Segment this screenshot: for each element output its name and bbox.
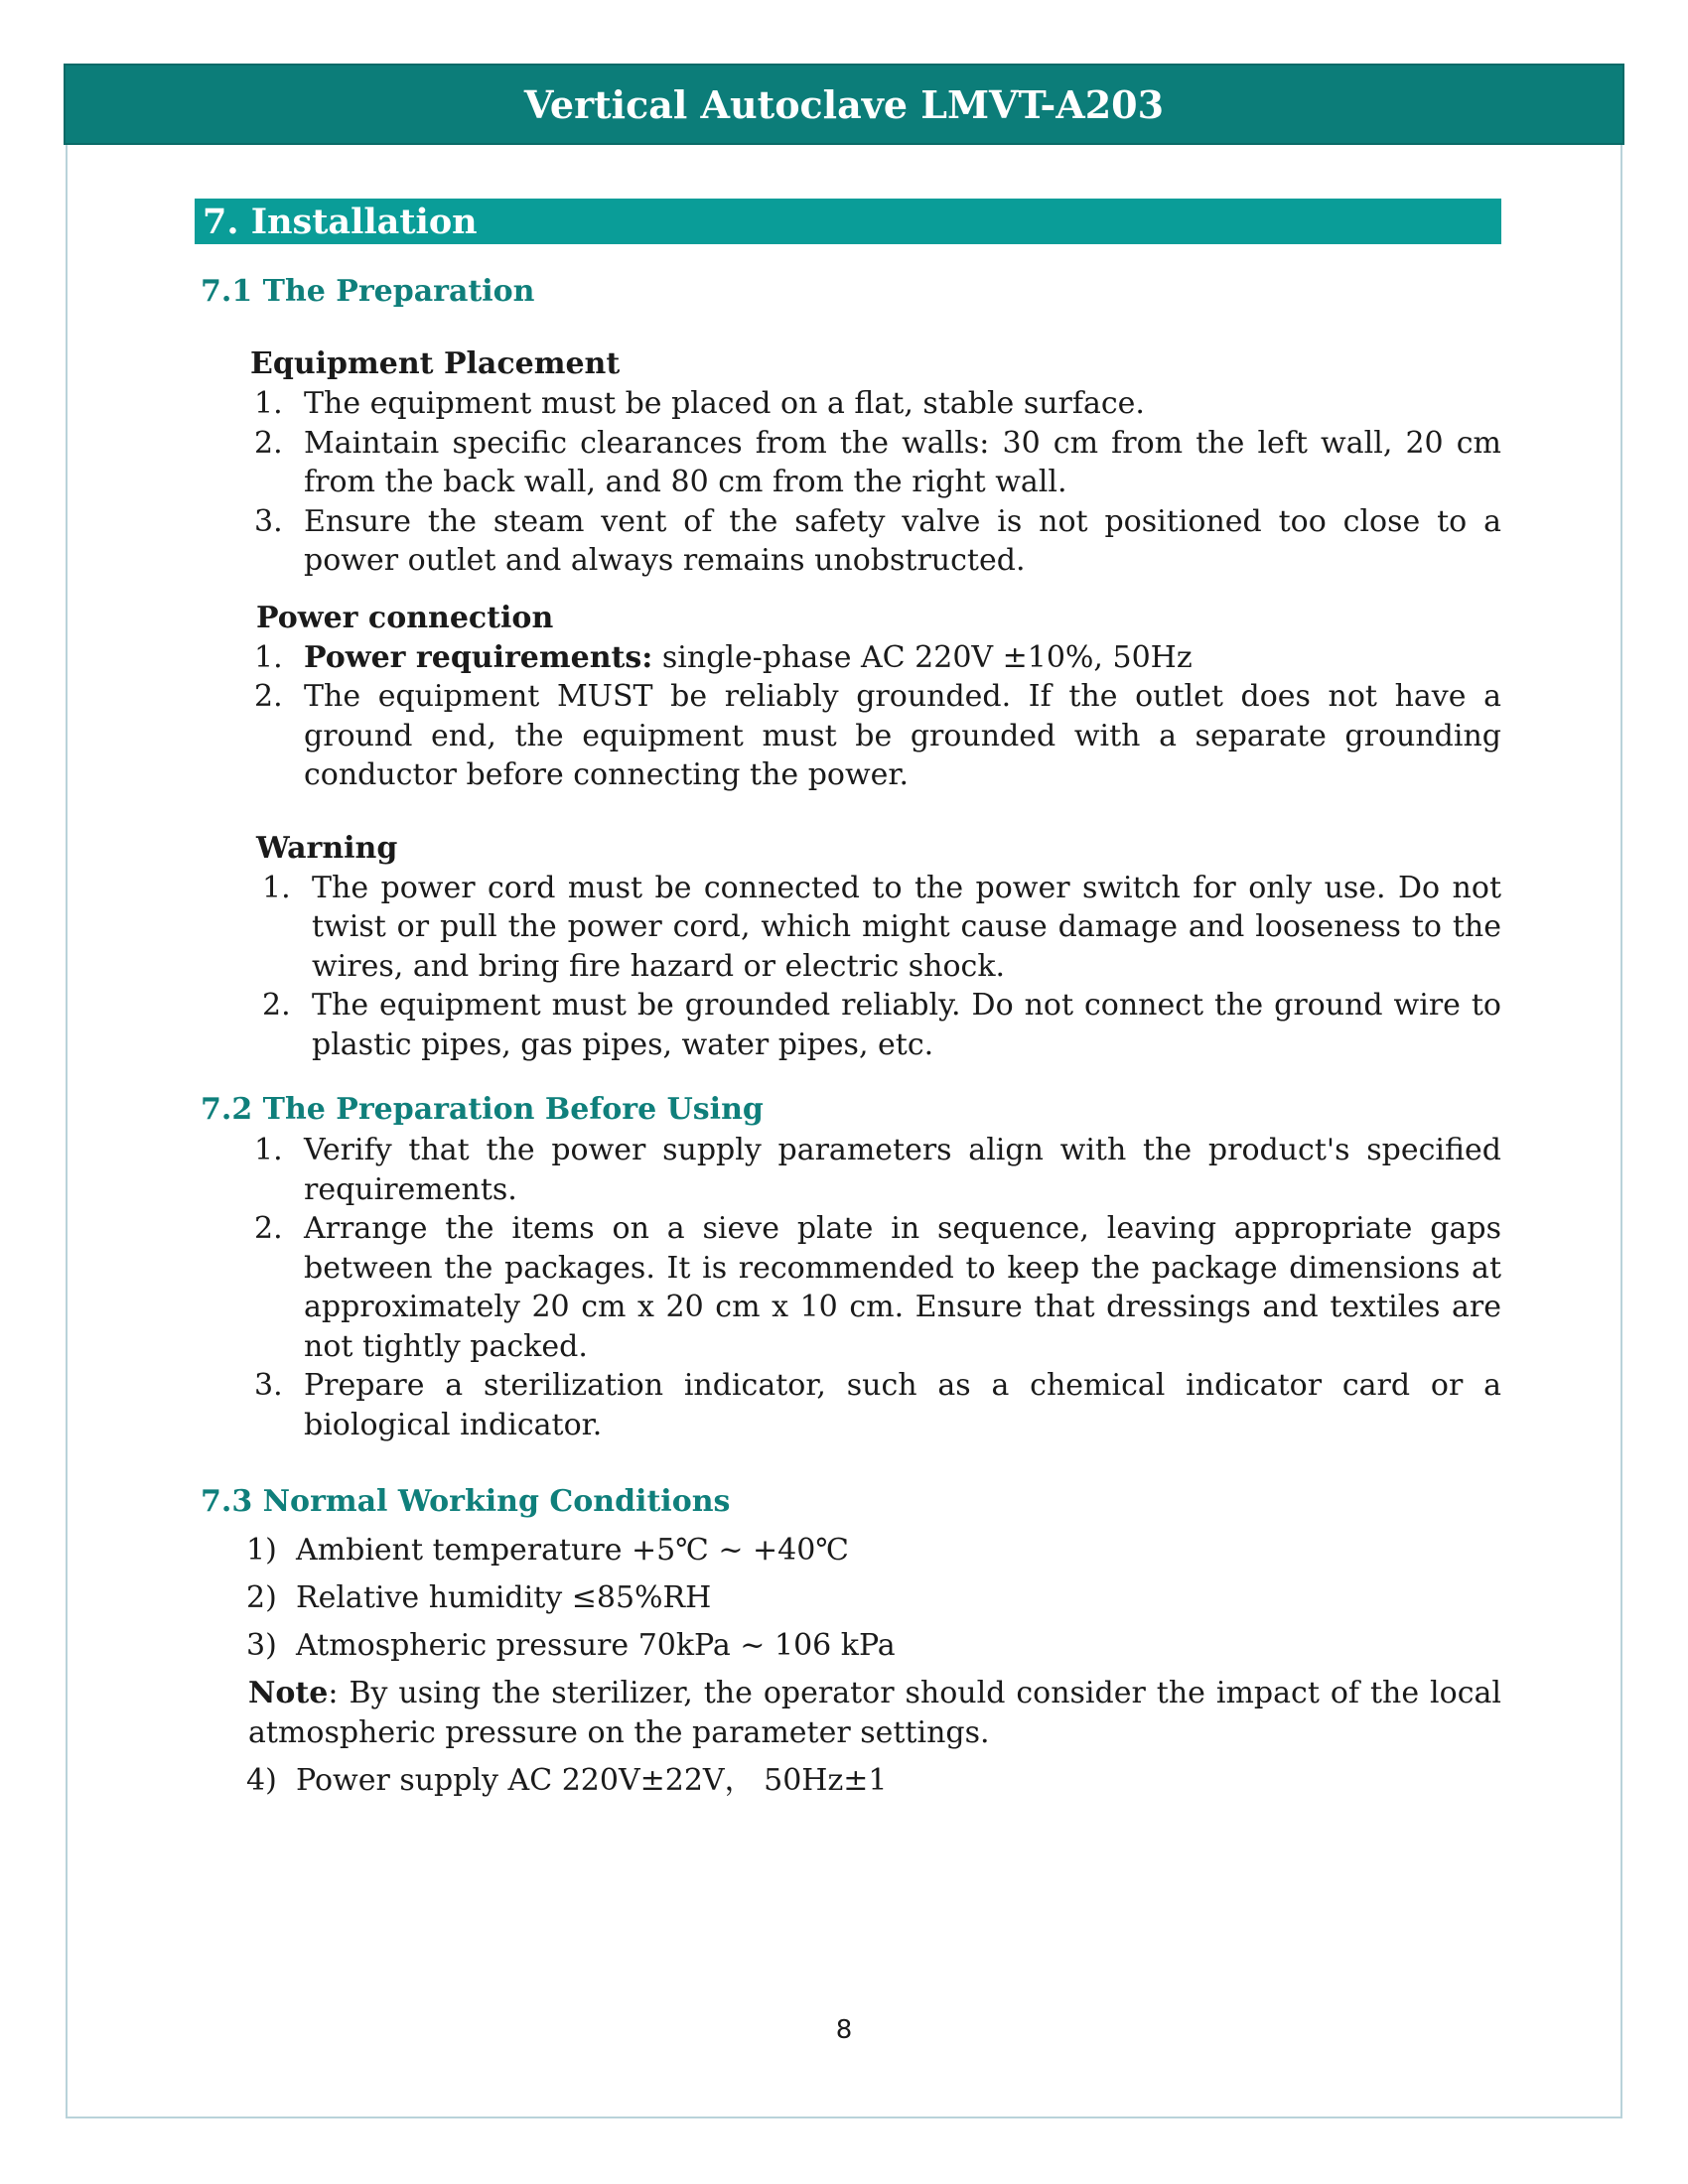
warning-list	[195, 869, 1501, 1065]
list-text: Arrange the items on a sieve plate in sequence, leaving appropriate gaps between the packages. It is recommended to keep the package dimensions at approximately 20 cm x 20 cm x 10 cm. Ensure that dressings and textiles are not tightly packed.	[304, 1211, 1501, 1364]
warning-heading: Warning	[256, 830, 398, 866]
list-number: 2.	[254, 425, 283, 461]
subsection-title-7-2: 7.2 The Preparation Before Using	[201, 1092, 764, 1127]
list-item	[195, 1131, 1501, 1209]
list-text: Atmospheric pressure 70kPa ~ 106 kPa	[296, 1628, 896, 1663]
equipment-placement-list	[195, 384, 1501, 581]
list-text: Maintain specific clearances from the walls: 30 cm from the left wall, 20 cm from the back wall, and 80 cm from the right wall.	[304, 425, 1501, 499]
power-connection-list	[195, 638, 1501, 795]
list-text: Power supply AC 220V±22V， 50Hz±1	[296, 1763, 888, 1798]
list-number: 2.	[254, 679, 283, 714]
list-number: 3.	[254, 503, 283, 539]
list-item	[195, 677, 1501, 795]
list-item	[195, 1578, 1501, 1618]
list-item	[195, 986, 1501, 1064]
list-item	[195, 502, 1501, 581]
list-number: 2)	[246, 1580, 277, 1615]
subsection-title-7-3: 7.3 Normal Working Conditions	[201, 1484, 731, 1519]
list-text: single-phase AC 220V ±10%, 50Hz	[652, 639, 1193, 675]
list-text: Prepare a sterilization indicator, such as a chemical indicator card or a biological indicator.	[304, 1368, 1501, 1442]
list-item	[195, 638, 1501, 678]
equipment-placement-heading: Equipment Placement	[250, 346, 621, 381]
list-number: 1.	[254, 639, 283, 675]
list-item	[195, 869, 1501, 987]
list-text: The equipment must be placed on a flat, stable surface.	[304, 386, 1145, 421]
list-item	[195, 1366, 1501, 1444]
list-text: Verify that the power supply parameters align with the product's specified requirements.	[304, 1133, 1501, 1207]
power-requirements-label: Power requirements:	[304, 639, 653, 675]
document-header-bar	[64, 64, 1624, 145]
list-text: Ambient temperature +5℃ ~ +40℃	[296, 1533, 849, 1568]
list-number: 1.	[254, 1133, 283, 1167]
list-number: 3.	[254, 1368, 283, 1403]
document-title: Vertical Autoclave LMVT-A203	[523, 81, 1165, 127]
preparation-before-using-list	[195, 1131, 1501, 1444]
note-label: Note	[248, 1676, 329, 1710]
list-text: The equipment must be grounded reliably. Do not connect the ground wire to plastic pipes, gas pipes, water pipes, etc.	[312, 988, 1501, 1062]
note-paragraph	[248, 1674, 1501, 1753]
list-number: 1)	[246, 1533, 277, 1568]
page-content	[195, 199, 1501, 1809]
list-text: Relative humidity ≤85%RH	[296, 1580, 712, 1615]
list-item	[195, 1626, 1501, 1666]
list-number: 2.	[254, 1211, 283, 1246]
list-number: 1.	[254, 386, 283, 421]
list-text: The equipment MUST be reliably grounded. If the outlet does not have a ground end, the equipment must be grounded with a separate grounding conductor before connecting the power.	[304, 679, 1501, 792]
list-item	[195, 1209, 1501, 1366]
list-item	[195, 1531, 1501, 1570]
note-text: : By using the sterilizer, the operator should consider the impact of the local atmospheric pressure on the parameter settings.	[248, 1676, 1501, 1750]
list-item	[195, 424, 1501, 502]
subsection-title-7-1: 7.1 The Preparation	[201, 274, 535, 309]
section-title: 7. Installation	[203, 201, 478, 242]
working-conditions-list	[195, 1531, 1501, 1666]
list-item	[195, 1761, 1501, 1801]
list-item	[195, 384, 1501, 424]
list-text: Ensure the steam vent of the safety valve is not positioned too close to a power outlet and always remains unobstructed.	[304, 503, 1501, 578]
working-conditions-list-continued	[195, 1761, 1501, 1801]
page-number: 8	[835, 2015, 853, 2045]
list-text: The power cord must be connected to the power switch for only use. Do not twist or pull the power cord, which might cause damage and looseness to the wires, and bring fire hazard or electric shock.	[312, 870, 1501, 984]
list-number: 3)	[246, 1628, 277, 1663]
list-number: 2.	[262, 988, 291, 1023]
list-number: 1.	[262, 870, 291, 905]
list-number: 4)	[246, 1763, 277, 1798]
section-header-bar	[195, 199, 1501, 244]
power-connection-heading: Power connection	[256, 600, 554, 635]
